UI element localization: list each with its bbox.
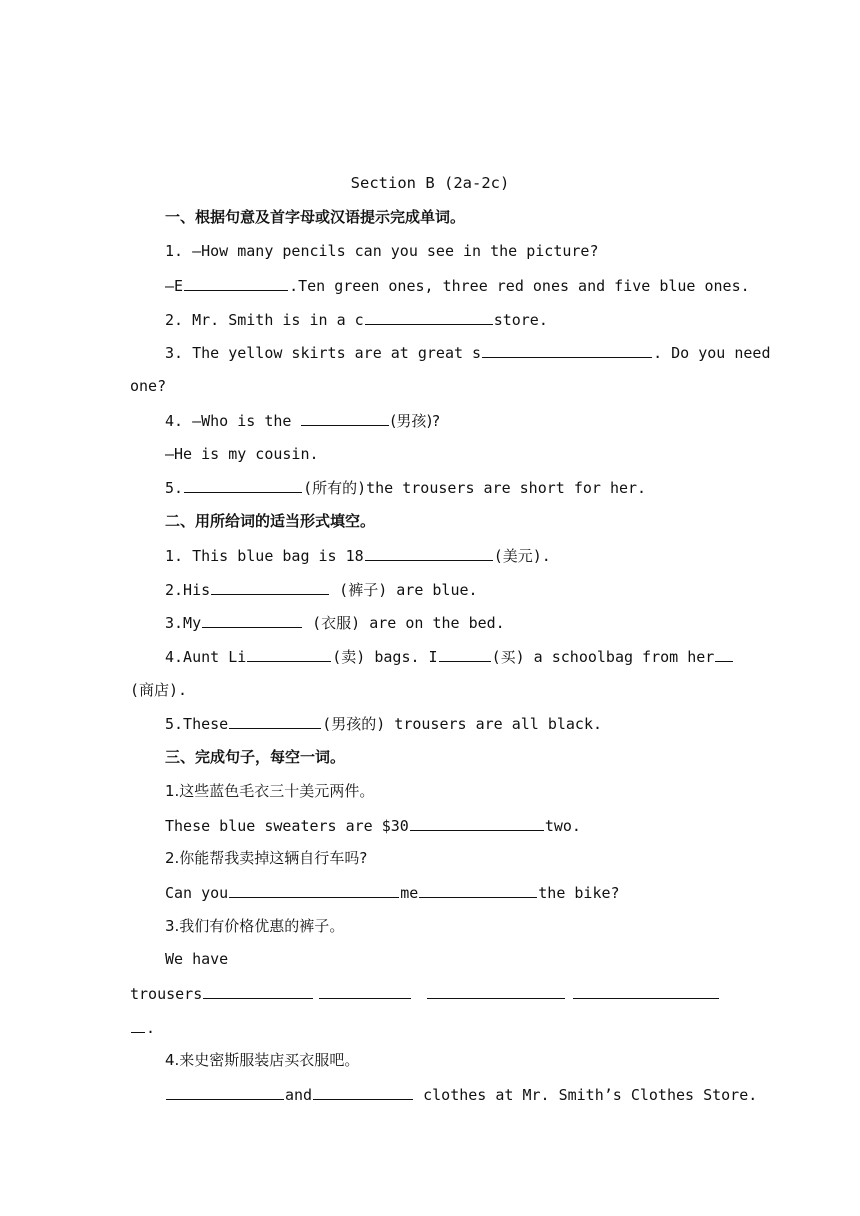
s1-line-2: —E .Ten green ones, three red ones and five blue ones.	[165, 274, 750, 296]
answer-blank[interactable]	[247, 645, 331, 662]
s3-line-3: 2.你能帮我卖掉这辆自行车吗?	[165, 849, 368, 867]
answer-blank[interactable]	[573, 982, 719, 999]
s1-line-1: 1. —How many pencils can you see in the picture?	[165, 242, 599, 260]
s3-line-5: 3.我们有价格优惠的裤子。	[165, 917, 345, 935]
s1-line-4: 3. The yellow skirts are at great s . Do you need	[165, 341, 770, 363]
answer-blank[interactable]	[229, 881, 399, 898]
s3-line-7: 4.来史密斯服装店买衣服吧。	[165, 1051, 360, 1069]
answer-blank[interactable]	[211, 578, 329, 595]
answer-blank[interactable]	[482, 341, 652, 358]
answer-blank[interactable]	[184, 476, 302, 493]
section-1-heading: 一、根据句意及首字母或汉语提示完成单词。	[165, 208, 466, 226]
s3-line-8: and clothes at Mr. Smith’s Clothes Store.	[165, 1083, 757, 1105]
answer-blank[interactable]	[301, 409, 389, 426]
answer-blank[interactable]	[419, 881, 537, 898]
s2-line-5: 5.These (男孩的) trousers are all black.	[165, 712, 602, 734]
answer-blank[interactable]	[229, 712, 321, 729]
s1-line-7: 5. (所有的)the trousers are short for her.	[165, 476, 646, 498]
s1-line-5: 4. —Who is the (男孩)?	[165, 409, 440, 431]
answer-blank[interactable]	[427, 982, 565, 999]
answer-blank[interactable]	[202, 611, 302, 628]
s2-line-4: 4.Aunt Li (卖) bags. I (买) a schoolbag from her	[165, 645, 734, 667]
s2-line-2: 2.His (裤子) are blue.	[165, 578, 478, 600]
answer-blank[interactable]	[365, 308, 493, 325]
answer-blank[interactable]	[184, 274, 288, 291]
answer-blank[interactable]	[166, 1083, 284, 1100]
answer-blank[interactable]	[365, 544, 493, 561]
s3-line-6-wrap-2: .	[130, 1016, 155, 1038]
answer-blank[interactable]	[319, 982, 411, 999]
s3-line-6-wrap: trousers	[130, 982, 720, 1004]
s2-line-3: 3.My (衣服) are on the bed.	[165, 611, 505, 633]
page-title: Section B (2a-2c)	[350, 174, 510, 192]
s3-line-2: These blue sweaters are $30 two.	[165, 814, 581, 836]
s3-line-4: Can you me the bike?	[165, 881, 620, 903]
answer-blank[interactable]	[439, 645, 491, 662]
answer-blank[interactable]	[203, 982, 313, 999]
s3-line-1: 1.这些蓝色毛衣三十美元两件。	[165, 782, 375, 800]
s1-line-3: 2. Mr. Smith is in a c store.	[165, 308, 548, 330]
answer-blank[interactable]	[715, 645, 733, 662]
section-3-heading: 三、完成句子，每空一词。	[165, 748, 346, 766]
s1-line-6: —He is my cousin.	[165, 445, 319, 463]
answer-blank[interactable]	[313, 1083, 413, 1100]
s3-line-6: We have	[165, 950, 229, 968]
s2-line-4-wrap: (商店).	[130, 681, 188, 699]
s1-line-4-wrap: one?	[130, 377, 167, 395]
section-2-heading: 二、用所给词的适当形式填空。	[165, 512, 376, 530]
answer-blank[interactable]	[131, 1016, 145, 1033]
s2-line-1: 1. This blue bag is 18 (美元).	[165, 544, 551, 566]
answer-blank[interactable]	[410, 814, 544, 831]
